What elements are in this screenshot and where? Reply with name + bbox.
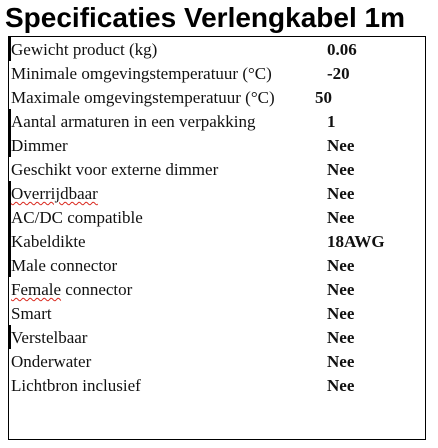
spec-row-adjustable <box>9 326 425 350</box>
spec-value: Nee <box>327 328 355 347</box>
spec-value: 18AWG <box>327 232 385 251</box>
spec-value: Nee <box>327 256 355 275</box>
spec-label: Male connector <box>11 256 118 275</box>
spec-table <box>8 36 426 440</box>
spec-value: Nee <box>327 352 355 371</box>
spec-value: Nee <box>327 184 355 203</box>
spec-label-part: connector <box>61 280 133 299</box>
spec-label: Maximale omgevingstemperatuur (°C) <box>11 88 275 107</box>
spec-value: 0.06 <box>327 40 357 59</box>
spec-value: Nee <box>327 208 355 227</box>
spec-label: Overrijdbaar <box>11 184 98 203</box>
spec-label: Dimmer <box>11 136 68 155</box>
spec-value: Nee <box>327 160 355 179</box>
spec-row-underwater <box>9 350 425 374</box>
spec-label: Lichtbron inclusief <box>11 376 141 395</box>
spec-label: Geschikt voor externe dimmer <box>11 160 219 179</box>
spec-row-acdc <box>9 206 425 230</box>
spec-row-male-connector <box>9 254 425 278</box>
spec-label-part: Female <box>11 280 62 299</box>
spec-label <box>11 278 132 302</box>
spec-label: Smart <box>11 304 52 323</box>
spec-value: 50 <box>315 88 332 107</box>
spec-label: Onderwater <box>11 352 92 371</box>
spec-row-fixture-count <box>9 110 425 134</box>
spec-row-external-dimmer <box>9 158 425 182</box>
spec-label: AC/DC compatible <box>11 208 143 227</box>
spec-value: Nee <box>327 136 355 155</box>
spec-label: Gewicht product (kg) <box>11 40 158 59</box>
spec-row-dimmer <box>9 134 425 158</box>
spec-row-min-temp <box>9 62 425 86</box>
page-title: Specificaties Verlengkabel 1m <box>5 2 405 33</box>
spec-row-smart <box>9 302 425 326</box>
spec-row-light-source <box>9 374 425 398</box>
spec-row-female-connector <box>9 278 425 302</box>
spec-row-weight <box>9 38 425 62</box>
spec-value: -20 <box>327 64 350 83</box>
spec-label: Minimale omgevingstemperatuur (°C) <box>11 64 272 83</box>
spec-label: Verstelbaar <box>11 328 88 347</box>
spec-label: Kabeldikte <box>11 232 86 251</box>
spec-row-max-temp <box>9 86 425 110</box>
spec-row-drive-over <box>9 182 425 206</box>
spec-label: Aantal armaturen in een verpakking <box>11 112 256 131</box>
spec-row-cable-gauge <box>9 230 425 254</box>
spec-value: Nee <box>327 376 355 395</box>
spec-value: 1 <box>327 112 336 131</box>
spec-value: Nee <box>327 304 355 323</box>
spec-value: Nee <box>327 280 355 299</box>
